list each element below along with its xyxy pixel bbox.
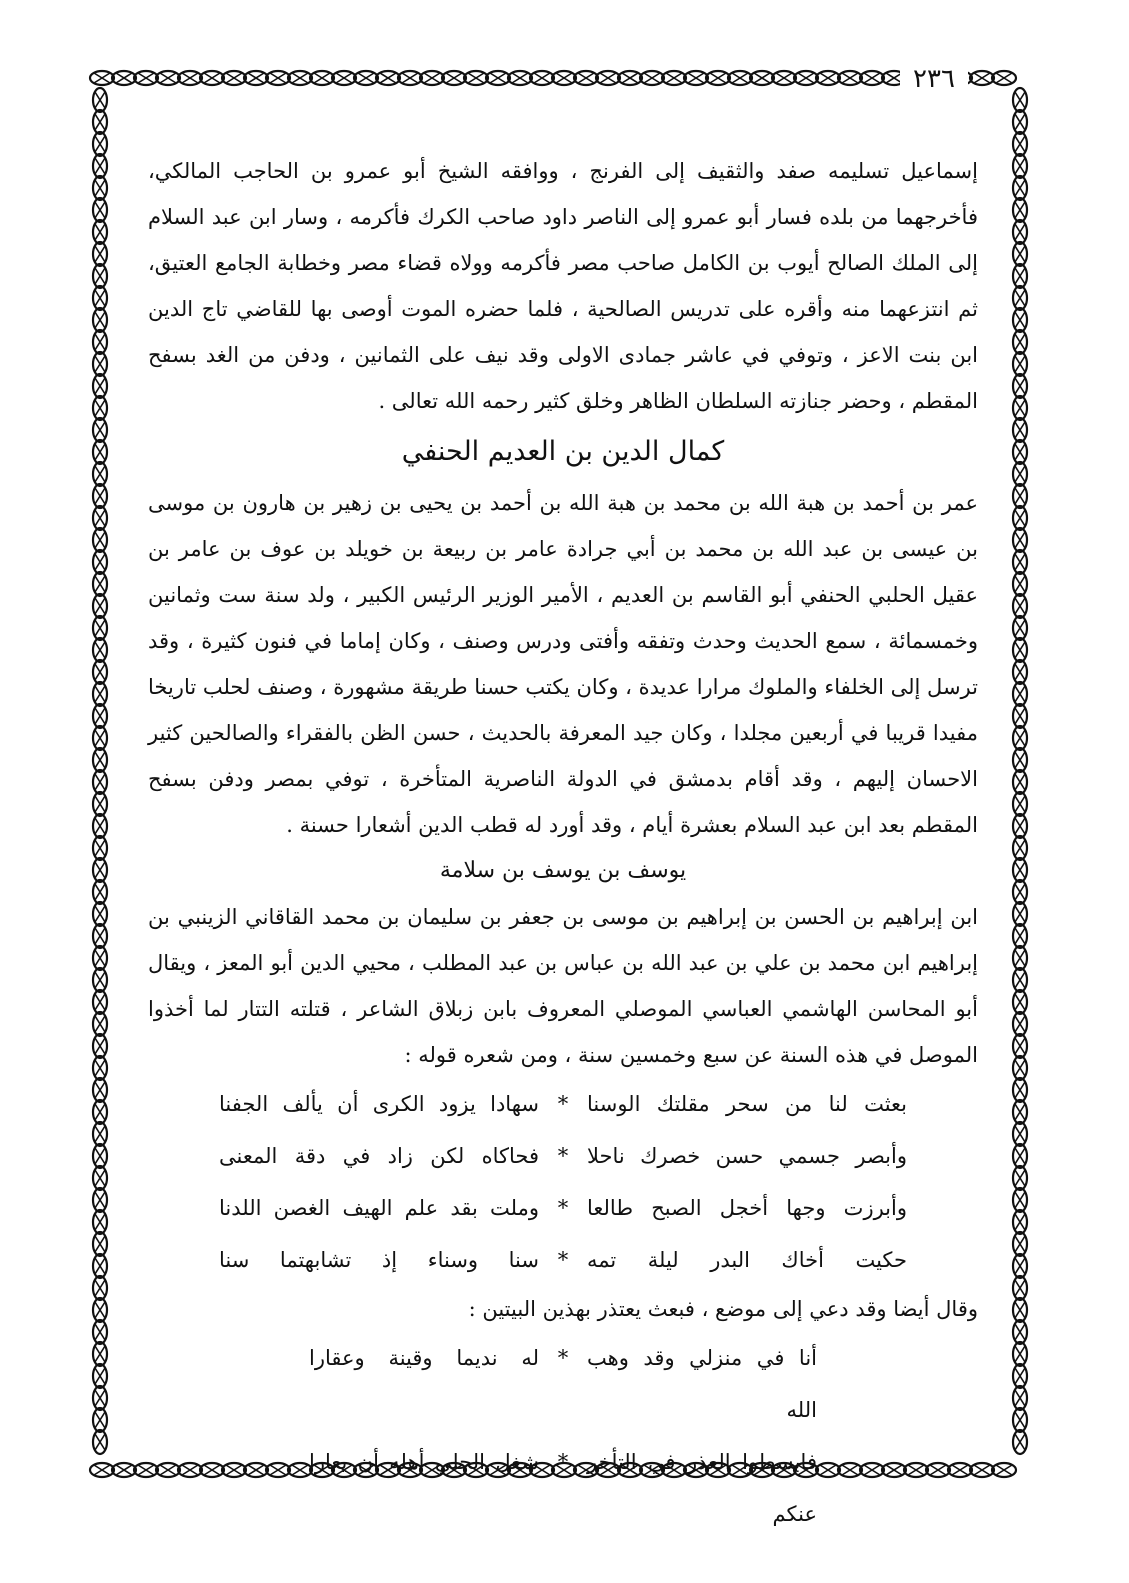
- verse-second-hemistich: له نديما وقينة وعقارا: [309, 1346, 539, 1370]
- verse-second-hemistich: فحاكاه لكن زاد في دقة المعنى: [219, 1144, 539, 1168]
- verse-separator: *: [557, 1248, 569, 1272]
- poem-verse: [148, 1436, 978, 1540]
- verse-first-hemistich: وأبرزت وجها أخجل الصبح طالعا: [587, 1196, 907, 1220]
- verse-separator: *: [557, 1196, 569, 1220]
- poem-verse: [148, 1130, 978, 1182]
- biography-paragraph-kamal-al-din: عمر بن أحمد بن هبة الله بن محمد بن هبة الله بن أحمد بن يحيى بن زهير بن هارون بن موسى بن عيسى بن عبد الله بن محمد بن أبي جرادة عامر بن ربيعة بن خويلد بن عوف بن عامر بن عقيل الحلبي الحنفي أبو القاسم بن العديم ، الأمير الوزير الرئيس الكبير ، ولد سنة ست وثمانين وخمسمائة ، سمع الحديث وحدث وتفقه وأفتى ودرس وصنف ، وكان إماما في فنون كثيرة ، وقد ترسل إلى الخلفاء والملوك مرارا عديدة ، وكان يكتب حسنا طريقة مشهورة ، وصنف لحلب تاريخا مفيدا قريبا في أربعين مجلدا ، وكان جيد المعرفة بالحديث ، حسن الظن بالفقراء والصالحين كثير الاحسان إليهم ، وقد أقام بدمشق في الدولة الناصرية المتأخرة ، توفي بمصر ودفن بسفح المقطم بعد ابن عبد السلام بعشرة أيام ، وقد أورد له قطب الدين أشعارا حسنة .: [148, 491, 978, 837]
- verse-separator: *: [557, 1450, 569, 1474]
- verse-separator: *: [557, 1144, 569, 1168]
- verse-first-hemistich: حكيت أخاك البدر ليلة تمه: [587, 1248, 907, 1272]
- verse-second-hemistich: شغل الحلي أهله أن يعارا: [309, 1450, 539, 1474]
- verse-second-hemistich: وملت بقد علم الهيف الغصن اللدنا: [219, 1196, 539, 1220]
- verse-first-hemistich: أنا في منزلي وقد وهب الله: [587, 1346, 817, 1422]
- poem-verse: [148, 1182, 978, 1234]
- verse-second-hemistich: سهادا يزود الكرى أن يألف الجفنا: [219, 1092, 539, 1116]
- poem-verse: [148, 1332, 978, 1436]
- page-number: ٢٣٦: [900, 62, 968, 96]
- section-heading-yusuf: يوسف بن يوسف بن سلامة: [439, 858, 687, 883]
- biography-paragraph-yusuf: ابن إبراهيم بن الحسن بن إبراهيم بن موسى بن جعفر بن سليمان بن محمد القاقاني الزينبي بن إبراهيم ابن محمد بن علي بن عبد الله بن عباس بن عبد المطلب ، محيي الدين أبو المعز ، ويقال أبو المحاسن الهاشمي العباسي الموصلي المعروف بابن زبلاق الشاعر ، قتلته التتار لما أخذوا الموصل في هذه السنة عن سبع وخمسين سنة ، ومن شعره قوله :: [148, 905, 978, 1067]
- poem-verse: [148, 1234, 978, 1286]
- verse-second-hemistich: سنا وسناء إذ تشابهتما سنا: [219, 1248, 539, 1272]
- poem-one: [148, 1078, 978, 1286]
- section-heading-kamal-al-din: كمال الدين بن العديم الحنفي: [401, 436, 725, 467]
- verse-first-hemistich: فابسطوا العذر في التأخر عنكم: [587, 1450, 817, 1526]
- verse-separator: *: [557, 1092, 569, 1116]
- page-body: [148, 148, 978, 1540]
- poem-verse: [148, 1078, 978, 1130]
- verse-first-hemistich: وأبصر جسمي حسن خصرك ناحلا: [587, 1144, 907, 1168]
- bridge-line: وقال أيضا وقد دعي إلى موضع ، فبعث يعتذر بهذين البيتين :: [468, 1297, 978, 1321]
- verse-separator: *: [557, 1346, 569, 1370]
- poem-two: [148, 1332, 978, 1540]
- intro-paragraph: إسماعيل تسليمه صفد والثقيف إلى الفرنج ، ووافقه الشيخ أبو عمرو بن الحاجب المالكي، فأخرجهما من بلده فسار أبو عمرو إلى الناصر داود صاحب الكرك فأكرمه ، وسار ابن عبد السلام إلى الملك الصالح أيوب بن الكامل صاحب مصر فأكرمه وولاه قضاء مصر وخطابة الجامع العتيق، ثم انتزعهما منه وأقره على تدريس الصالحية ، فلما حضره الموت أوصى بها للقاضي تاج الدين ابن بنت الاعز ، وتوفي في عاشر جمادى الاولى وقد نيف على الثمانين ، ودفن من الغد بسفح المقطم ، وحضر جنازته السلطان الظاهر وخلق كثير رحمه الله تعالى .: [148, 159, 978, 413]
- verse-first-hemistich: بعثت لنا من سحر مقلتك الوسنا: [587, 1092, 907, 1116]
